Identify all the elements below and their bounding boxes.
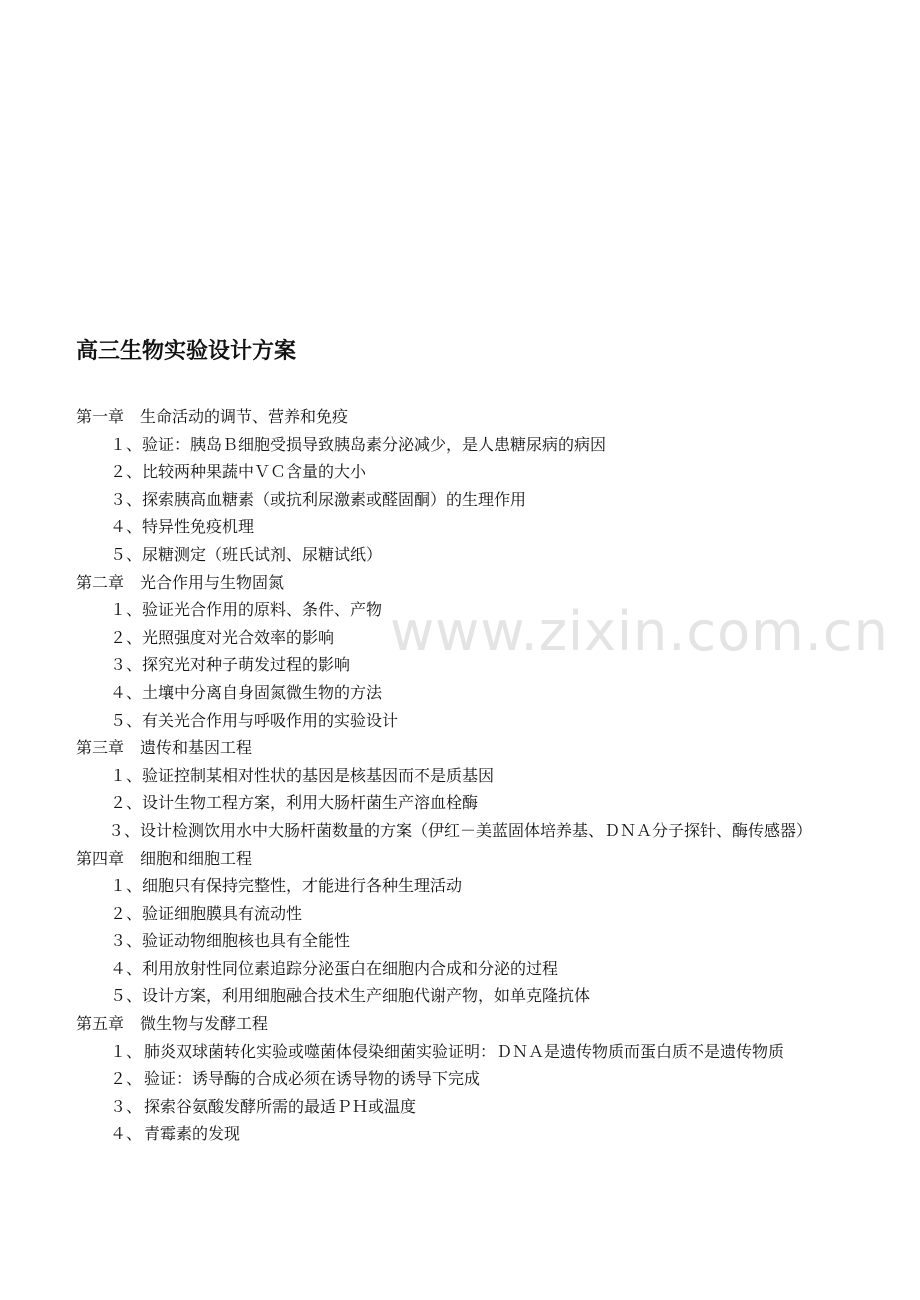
item-text: 土壤中分离自身固氮微生物的方法 (142, 682, 383, 702)
item-text: 探索谷氨酸发酵所需的最适ＰＨ或温度 (144, 1096, 417, 1116)
watermark: www.zixin.com.cn (390, 600, 889, 663)
list-item (76, 900, 856, 928)
item-number: １、 (110, 434, 143, 454)
item-number: ３、 (110, 655, 143, 675)
list-item (76, 817, 856, 845)
chapter-title: 第四章 细胞和细胞工程 (76, 848, 253, 868)
item-number: ２、 (110, 627, 143, 647)
list-item (76, 1065, 856, 1093)
item-text: 尿糖测定（班氏试剂、尿糖试纸） (142, 544, 383, 564)
chapter-title: 第一章 生命活动的调节、营养和免疫 (76, 407, 349, 426)
item-number: ４、 (110, 958, 143, 978)
list-item (76, 431, 856, 459)
list-item (76, 1093, 856, 1121)
item-text: 探索胰高血糖素（或抗利尿激素或醛固酮）的生理作用 (142, 489, 527, 509)
item-number: ２、 (110, 1069, 143, 1089)
item-text: 验证动物细胞核也具有全能性 (142, 931, 351, 951)
chapter-1-items (76, 431, 856, 569)
item-number: ５、 (110, 986, 143, 1006)
item-number: １、 (110, 765, 143, 785)
list-item (76, 1038, 856, 1066)
chapter-title: 第五章 微生物与发酵工程 (76, 1014, 269, 1034)
item-text: 验证：诱导酶的合成必须在诱导物的诱导下完成 (144, 1069, 481, 1089)
list-item (76, 624, 856, 652)
item-number: ２、 (110, 793, 143, 813)
item-text: 肺炎双球菌转化实验或噬菌体侵染细菌实验证明：ＤＮＡ是遗传物质而蛋白质不是遗传物质 (144, 1041, 785, 1061)
item-number: ４、 (110, 682, 143, 702)
item-text: 光照强度对光合效率的影响 (142, 627, 335, 647)
list-item (76, 955, 856, 983)
item-text: 验证光合作用的原料、条件、产物 (142, 600, 383, 620)
list-item (76, 596, 856, 624)
list-item (76, 541, 856, 569)
list-item (76, 872, 856, 900)
item-text: 青霉素的发现 (144, 1124, 241, 1144)
item-text: 验证控制某相对性状的基因是核基因而不是质基因 (142, 765, 495, 785)
list-item (76, 982, 856, 1010)
item-text: 验证细胞膜具有流动性 (142, 903, 303, 923)
item-number: ５、 (110, 544, 143, 564)
chapter-4-items (76, 872, 856, 1010)
page-title: 高三生物实验设计方案 (76, 339, 297, 364)
item-text: 探究光对种子萌发过程的影响 (142, 655, 351, 675)
item-number: ３、 (110, 1096, 143, 1116)
item-text: 比较两种果蔬中ＶＣ含量的大小 (142, 462, 367, 482)
chapter-4 (76, 845, 856, 1011)
item-number: ５、 (110, 710, 143, 730)
item-text: 设计检测饮用水中大肠杆菌数量的方案（伊红－美蓝固体培养基、ＤＮＡ分子探针、酶传感器） (140, 820, 813, 840)
chapter-5-items (76, 1038, 856, 1148)
item-number: ４、 (110, 517, 143, 537)
chapter-outline (76, 403, 856, 1148)
item-text: 设计生物工程方案，利用大肠杆菌生产溶血栓酶 (142, 793, 479, 813)
list-item (76, 486, 856, 514)
item-number: １、 (110, 600, 143, 620)
item-number: ２、 (110, 462, 143, 482)
chapter-3 (76, 734, 856, 844)
list-item (76, 1120, 856, 1148)
list-item (76, 707, 856, 735)
item-number: ３、 (108, 820, 141, 840)
list-item (76, 762, 856, 790)
chapter-title: 第三章 遗传和基因工程 (76, 738, 253, 758)
chapter-2-items (76, 596, 856, 734)
item-number: ３、 (110, 489, 143, 509)
chapter-3-items (76, 762, 856, 845)
item-text: 利用放射性同位素追踪分泌蛋白在细胞内合成和分泌的过程 (142, 958, 559, 978)
item-text: 有关光合作用与呼吸作用的实验设计 (142, 710, 399, 730)
item-number: ２、 (110, 903, 143, 923)
list-item (76, 458, 856, 486)
item-number: １、 (110, 1041, 143, 1061)
chapter-1 (76, 403, 856, 569)
list-item (76, 789, 856, 817)
chapter-5 (76, 1010, 856, 1148)
item-text: 设计方案，利用细胞融合技术生产细胞代谢产物，如单克隆抗体 (142, 986, 591, 1006)
list-item (76, 513, 856, 541)
chapter-2 (76, 569, 856, 735)
item-text: 特异性免疫机理 (142, 517, 255, 537)
item-text: 验证：胰岛Ｂ细胞受损导致胰岛素分泌减少，是人患糖尿病的病因 (142, 434, 607, 454)
item-number: ３、 (110, 931, 143, 951)
item-number: ４、 (110, 1124, 143, 1144)
chapter-title: 第二章 光合作用与生物固氮 (76, 572, 285, 592)
list-item (76, 927, 856, 955)
item-text: 细胞只有保持完整性，才能进行各种生理活动 (142, 876, 463, 896)
list-item (76, 679, 856, 707)
list-item (76, 651, 856, 679)
item-number: １、 (110, 876, 143, 896)
